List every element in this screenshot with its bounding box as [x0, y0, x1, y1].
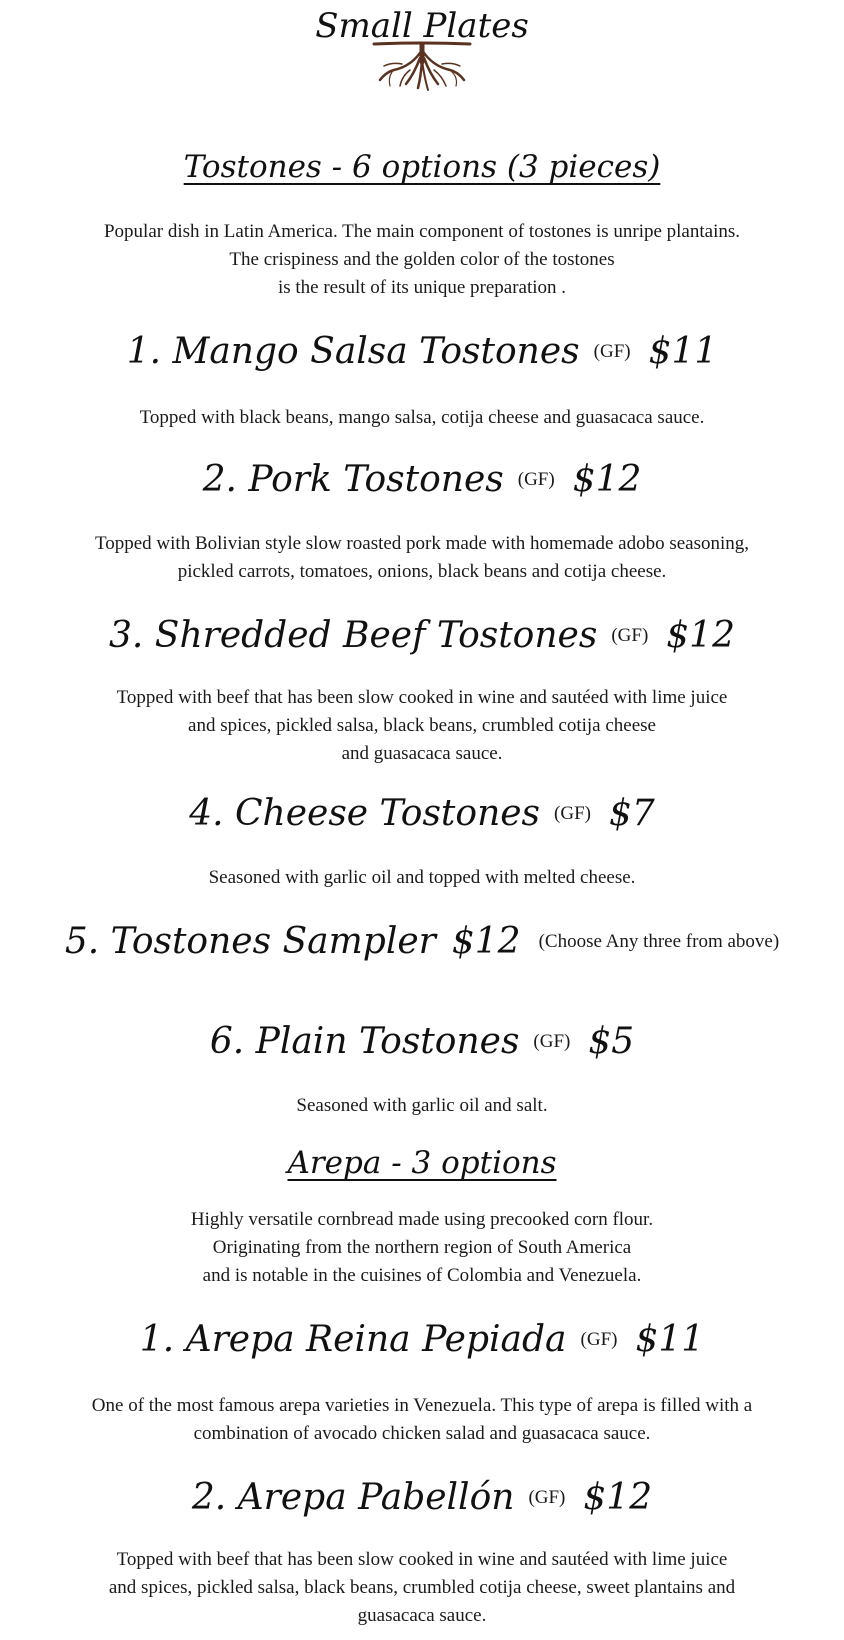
menu-item-shredded-beef-tostones — [0, 614, 844, 658]
item-note: (Choose Any three from above) — [538, 931, 780, 952]
item-price: $12 — [451, 921, 521, 962]
item-description: Topped with Bolivian style slow roasted pork made with homemade adobo seasoning, pickled carrots, tomatoes, onions, black beans and cotija cheese. — [94, 533, 750, 582]
item-price: $12 — [572, 459, 642, 500]
item-description: Topped with black beans, mango salsa, cotija cheese and guasacaca sauce. — [139, 407, 705, 428]
item-name: 4. Cheese Tostones — [189, 793, 541, 834]
item-description: Topped with beef that has been slow cooked in wine and sautéed with lime juice and spices, pickled salsa, black beans, crumbled cotija cheese and guasacaca sauce. — [116, 687, 728, 764]
gluten-free-badge: (GF) — [611, 625, 649, 646]
item-description: Topped with beef that has been slow cooked in wine and sautéed with lime juice and spices, pickled salsa, black beans, crumbled cotija cheese, sweet plantains and guasacaca sauce. — [108, 1549, 736, 1626]
item-description: Seasoned with garlic oil and topped with melted cheese. — [208, 867, 636, 888]
menu-item-arepa-reina-pepiada — [0, 1318, 844, 1362]
gluten-free-badge: (GF) — [533, 1031, 571, 1052]
item-description: Seasoned with garlic oil and salt. — [296, 1095, 548, 1116]
roots-decoration-icon — [372, 40, 472, 92]
menu-item-pork-tostones — [0, 458, 844, 502]
menu-item-mango-salsa-tostones — [0, 330, 844, 374]
item-price: $12 — [666, 615, 735, 656]
gluten-free-badge: (GF) — [528, 1487, 566, 1508]
gluten-free-badge: (GF) — [517, 469, 555, 490]
item-price: $7 — [608, 793, 655, 834]
item-price: $12 — [583, 1477, 653, 1518]
item-name: 6. Plain Tostones — [209, 1021, 520, 1062]
item-price: $11 — [648, 331, 718, 372]
item-name: 3. Shredded Beef Tostones — [108, 615, 598, 656]
arepa-section-description: Highly versatile cornbread made using precooked corn flour. Originating from the northern region of South America and is notable in the cuisines of Colombia and Venezuela. — [190, 1209, 654, 1286]
menu-item-cheese-tostones — [0, 792, 844, 836]
gluten-free-badge: (GF) — [580, 1329, 618, 1350]
menu-item-plain-tostones — [0, 1020, 844, 1064]
gluten-free-badge: (GF) — [593, 341, 631, 362]
item-name: 1. Mango Salsa Tostones — [126, 331, 580, 372]
item-price: $5 — [588, 1021, 635, 1062]
item-name: 5. Tostones Sampler — [64, 921, 436, 962]
item-name: 1. Arepa Reina Pepiada — [139, 1319, 567, 1360]
gluten-free-badge: (GF) — [554, 803, 591, 824]
page-title: Small Plates — [315, 6, 529, 46]
item-name: 2. Arepa Pabellón — [191, 1477, 515, 1518]
menu-item-arepa-pabellon — [0, 1476, 844, 1520]
item-price: $11 — [635, 1319, 705, 1360]
arepa-section-heading: Arepa - 3 options — [287, 1145, 557, 1181]
tostones-section-description: Popular dish in Latin America. The main component of tostones is unripe plantains. The crispiness and the golden color of the tostones is the result of its unique preparation . — [103, 221, 741, 298]
tostones-section-heading: Tostones - 6 options (3 pieces) — [183, 149, 661, 185]
menu-item-tostones-sampler — [0, 920, 844, 964]
item-name: 2. Pork Tostones — [202, 459, 504, 500]
item-description: One of the most famous arepa varieties in Venezuela. This type of arepa is filled with a combination of avocado chicken salad and guasacaca sauce. — [91, 1395, 753, 1444]
